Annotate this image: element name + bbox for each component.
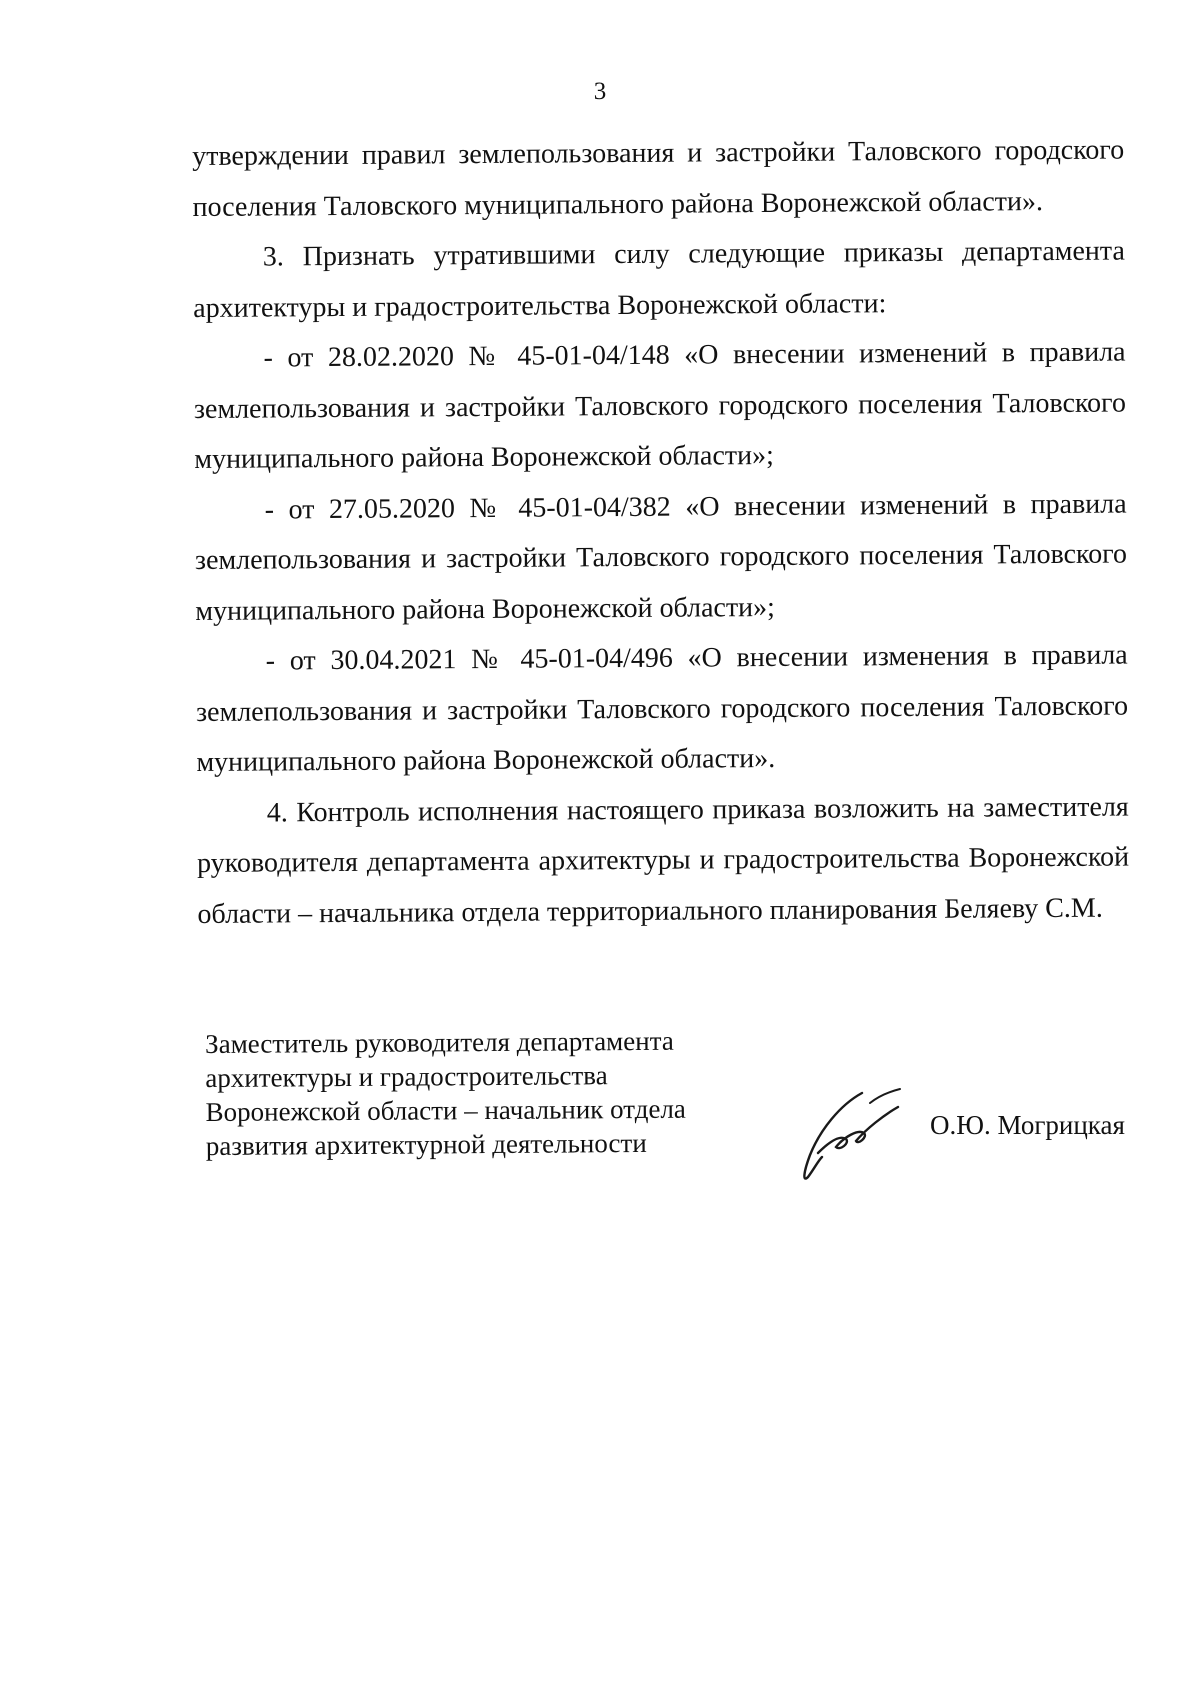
signatory-title bbox=[205, 1023, 766, 1163]
paragraph-item-4: 4. Контроль исполнения настоящего приказа возложить на заместителя руководителя департамента архитектуры и градостроительства Воронежской области – начальника отдела территориального планирования Беляеву С.М. bbox=[196, 790, 1130, 930]
handwritten-signature bbox=[800, 1085, 910, 1185]
signatory-title-line: Заместитель руководителя департамента bbox=[205, 1025, 674, 1059]
paragraph-continuation: утверждении правил землепользования и застройки Таловского городского поселения Таловского муниципального района Воронежской области». bbox=[192, 134, 1125, 223]
page-number: 3 bbox=[593, 78, 607, 105]
document-body bbox=[192, 125, 1130, 939]
paragraph-repealed-order-2: - от 27.05.2020 № 45-01-04/382 «О внесении изменений в правила землепользования и застройки Таловского городского поселения Таловского муниципального района Воронежской области»; bbox=[194, 487, 1128, 627]
signatory-title-line: Воронежской области – начальник отдела bbox=[205, 1093, 686, 1127]
paragraph-repealed-order-1: - от 28.02.2020 № 45-01-04/148 «О внесении изменений в правила землепользования и застройки Таловского городского поселения Таловского муниципального района Воронежской области»; bbox=[193, 336, 1127, 475]
signatory-title-line: архитектуры и градостроительства bbox=[205, 1060, 608, 1093]
signatory-title-line: развития архитектурной деятельности bbox=[205, 1127, 647, 1161]
paragraph-item-3: 3. Признать утратившими силу следующие приказы департамента архитектуры и градостроительства Воронежской области: bbox=[193, 235, 1125, 324]
paragraph-repealed-order-3: - от 30.04.2021 № 45-01-04/496 «О внесении изменения в правила землепользования и застройки Таловского городского поселения Таловского муниципального района Воронежской области». bbox=[195, 639, 1129, 778]
signer-name: О.Ю. Могрицкая bbox=[930, 1110, 1125, 1140]
